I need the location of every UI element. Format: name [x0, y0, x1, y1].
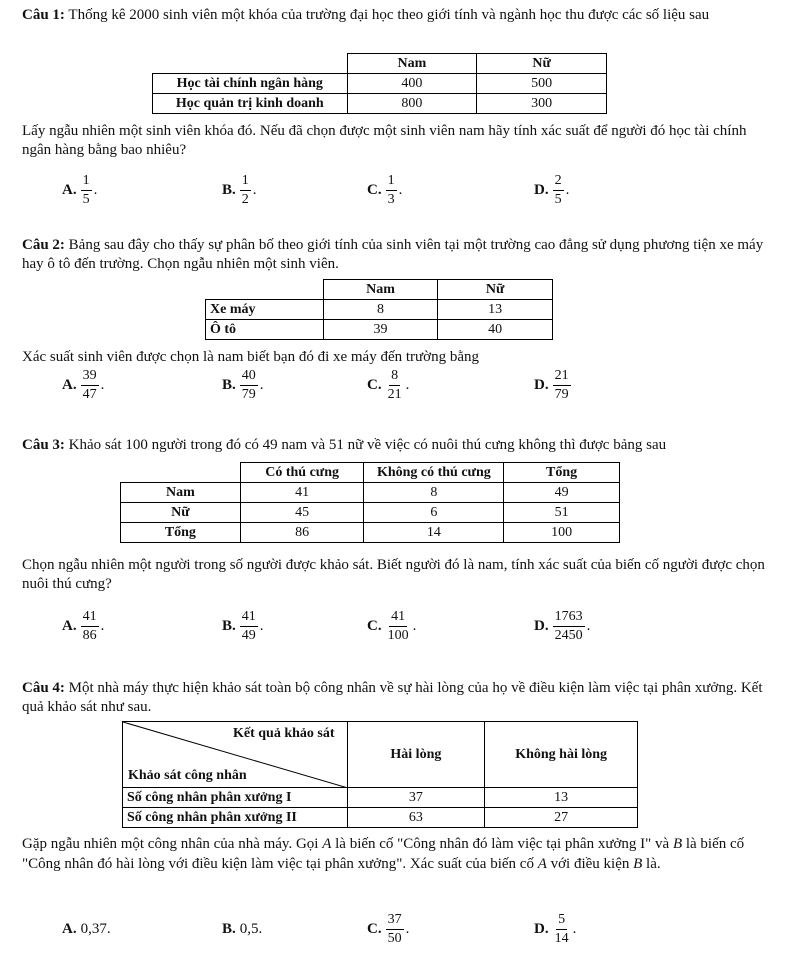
period: .	[100, 376, 105, 393]
q2-text: Bảng sau đây cho thấy sự phân bố theo giới tính của sinh viên tại một trường cao đẳng sử dụng phương tiện xe máy hay ô tô đến trường. Chọn ngẫu nhiên một sinh viên.	[22, 237, 764, 272]
option-value: 0,37.	[80, 920, 111, 937]
q1-option-d[interactable]	[534, 168, 569, 212]
table-row	[153, 74, 607, 94]
q4-option-c[interactable]	[367, 907, 409, 951]
q3-cell: 6	[364, 503, 504, 523]
q4-diagonal-header	[123, 722, 348, 788]
q2-table	[205, 279, 553, 340]
period: .	[93, 181, 98, 198]
q1-question: Lấy ngẫu nhiên một sinh viên khóa đó. Nếu đã chọn được một sinh viên nam hãy tính xác suất để người đó học tài chính ngân hàng bằng bao nhiêu?	[22, 123, 747, 158]
frac-num: 40	[240, 368, 258, 385]
q2-header-nam: Nam	[323, 280, 438, 300]
option-value: 0,5.	[239, 920, 263, 937]
q1-option-a[interactable]	[62, 168, 97, 212]
q3-row1-name: Nam	[121, 483, 241, 503]
q1-row2-nam: 800	[347, 94, 477, 114]
q2-row1-name: Xe máy	[206, 300, 324, 320]
frac-num: 8	[389, 368, 400, 385]
q3-header-khong: Không có thú cưng	[364, 463, 504, 483]
option-letter: C.	[367, 617, 382, 634]
q4-question-part: là.	[642, 856, 661, 873]
q3-cell: 41	[240, 483, 364, 503]
q1-option-c[interactable]	[367, 168, 402, 212]
q4-question-part: là biến cố "Công nhân đó làm việc tại phân xưởng I" và	[331, 836, 673, 852]
frac-num: 2	[553, 173, 564, 190]
fraction	[386, 912, 404, 946]
q3-row2-name: Nữ	[121, 503, 241, 523]
event-a: A	[322, 836, 332, 852]
q4-question	[22, 834, 774, 875]
event-b: B	[633, 856, 643, 873]
frac-den: 47	[82, 386, 97, 402]
frac-num: 21	[553, 368, 571, 385]
frac-den: 14	[554, 930, 569, 946]
q3-option-d[interactable]	[534, 604, 590, 648]
frac-den: 79	[554, 386, 569, 402]
q2-header-nu: Nữ	[438, 280, 553, 300]
option-letter: B.	[222, 920, 236, 937]
option-letter: D.	[534, 376, 549, 393]
fraction	[81, 173, 92, 207]
fraction	[553, 609, 585, 643]
frac-den: 5	[82, 191, 90, 207]
fraction	[386, 368, 404, 402]
frac-num: 1763	[553, 609, 585, 626]
q3-cell: 86	[240, 523, 364, 543]
frac-num: 1	[240, 173, 251, 190]
q1-table	[152, 53, 607, 114]
q3-stem	[22, 436, 774, 455]
frac-den: 79	[241, 386, 256, 402]
event-b: B	[672, 836, 683, 852]
period: .	[100, 617, 105, 634]
fraction	[386, 609, 411, 643]
frac-den: 50	[387, 930, 402, 946]
frac-den: 21	[387, 386, 402, 402]
table-row	[121, 523, 620, 543]
q4-row1-name: Số công nhân phân xưởng I	[123, 788, 348, 808]
frac-den: 86	[82, 627, 97, 643]
q4-corner-top: Kết quả khảo sát	[233, 726, 335, 741]
q3-option-b[interactable]	[222, 604, 264, 648]
q2-option-c[interactable]	[367, 363, 409, 407]
q1-header-nam: Nam	[347, 54, 477, 74]
q4-option-b[interactable]	[222, 907, 262, 951]
q3-cell: 49	[504, 483, 620, 503]
q3-cell: 45	[240, 503, 364, 523]
period: .	[252, 181, 257, 198]
q4-cell: 27	[485, 808, 638, 828]
option-letter: C.	[367, 376, 382, 393]
q1-stem	[22, 6, 774, 25]
frac-num: 41	[81, 609, 99, 626]
table-row	[153, 94, 607, 114]
q4-table	[122, 721, 638, 828]
frac-den: 2	[241, 191, 249, 207]
frac-num: 1	[81, 173, 92, 190]
q4-cell: 13	[485, 788, 638, 808]
q4-option-d[interactable]	[534, 907, 576, 951]
q2-row2-nam: 39	[323, 320, 438, 340]
option-letter: A.	[62, 920, 77, 937]
fraction	[81, 609, 99, 643]
q4-question-part: với điều kiện	[546, 856, 634, 873]
fraction	[240, 368, 258, 402]
q3-table	[120, 462, 620, 543]
frac-num: 41	[389, 609, 407, 626]
table-row	[206, 300, 553, 320]
fraction	[553, 173, 564, 207]
q2-stem	[22, 236, 774, 274]
fraction	[240, 173, 251, 207]
q4-option-a[interactable]	[62, 907, 111, 951]
q3-options	[62, 604, 762, 648]
q2-option-a[interactable]	[62, 363, 104, 407]
option-letter: C.	[367, 181, 382, 198]
q1-text: Thống kê 2000 sinh viên một khóa của trường đại học theo giới tính và ngành học thu được các số liệu sau	[64, 7, 710, 23]
option-letter: D.	[534, 617, 549, 634]
q4-stem	[22, 679, 774, 717]
q4-cell: 63	[347, 808, 485, 828]
q4-question-part: Gặp ngẫu nhiên một công nhân của nhà máy. Gọi	[22, 836, 323, 852]
q3-header-co: Có thú cưng	[240, 463, 364, 483]
fraction	[386, 173, 397, 207]
frac-den: 2450	[554, 627, 583, 643]
q3-option-a[interactable]	[62, 604, 104, 648]
period: .	[405, 920, 410, 937]
q3-cell: 8	[364, 483, 504, 503]
option-letter: B.	[222, 181, 236, 198]
table-row	[121, 503, 620, 523]
q4-corner-bottom: Khảo sát công nhân	[128, 767, 247, 783]
q1-corner	[153, 54, 348, 74]
q2-row2-nu: 40	[438, 320, 553, 340]
q1-header-nu: Nữ	[477, 54, 607, 74]
q3-option-c[interactable]	[367, 604, 416, 648]
frac-num: 37	[386, 912, 404, 929]
q3-text: Khảo sát 100 người trong đó có 49 nam và 51 nữ về việc có nuôi thú cưng không thì được bảng sau	[64, 437, 667, 453]
q3-cell: 14	[364, 523, 504, 543]
period: .	[405, 376, 410, 393]
fraction	[553, 912, 571, 946]
q3-row3-name: Tổng	[121, 523, 241, 543]
q4-question-part: là biến cố "Công nhân đó hài lòng với điều kiện làm việc tại phân xưởng". Xác suất của biến cố	[22, 836, 745, 873]
q1-row1-nam: 400	[347, 74, 477, 94]
frac-den: 5	[554, 191, 562, 207]
period: .	[586, 617, 591, 634]
q1-options	[62, 168, 762, 212]
fraction	[240, 609, 258, 643]
frac-num: 39	[81, 368, 99, 385]
event-a: A	[537, 856, 547, 873]
q2-label: Câu 2:	[22, 237, 65, 253]
q4-label: Câu 4:	[22, 680, 65, 696]
q3-cell: 100	[504, 523, 620, 543]
frac-den: 100	[387, 627, 409, 643]
frac-num: 1	[386, 173, 397, 190]
frac-num: 5	[556, 912, 567, 929]
table-row	[123, 788, 638, 808]
frac-den: 49	[241, 627, 256, 643]
q3-question: Chọn ngẫu nhiên một người trong số người được khảo sát. Biết người đó là nam, tính xác suất của biến cố người được chọn nuôi thú cưng?	[22, 557, 765, 592]
option-letter: A.	[62, 617, 77, 634]
q1-row1-name: Học tài chính ngân hàng	[153, 74, 348, 94]
option-letter: B.	[222, 617, 236, 634]
q4-options	[62, 907, 762, 951]
period: .	[565, 181, 570, 198]
q2-option-d[interactable]	[534, 363, 571, 407]
q3-corner	[121, 463, 241, 483]
option-letter: C.	[367, 920, 382, 937]
q2-options	[62, 363, 762, 407]
q3-cell: 51	[504, 503, 620, 523]
frac-num: 41	[240, 609, 258, 626]
option-letter: D.	[534, 181, 549, 198]
q4-header-khonghailong: Không hài lòng	[485, 722, 638, 788]
option-letter: D.	[534, 920, 549, 937]
q1-label: Câu 1:	[22, 7, 65, 23]
q2-option-b[interactable]	[222, 363, 264, 407]
q1-row2-name: Học quản trị kinh doanh	[153, 94, 348, 114]
q1-row2-nu: 300	[477, 94, 607, 114]
period: .	[572, 920, 577, 937]
period: .	[259, 617, 264, 634]
option-letter: A.	[62, 376, 77, 393]
table-row	[121, 483, 620, 503]
q3-header-tong: Tổng	[504, 463, 620, 483]
table-row	[206, 320, 553, 340]
q2-question: Xác suất sinh viên được chọn là nam biết bạn đó đi xe máy đến trường bằng	[22, 349, 480, 365]
q1-option-b[interactable]	[222, 168, 257, 212]
fraction	[81, 368, 99, 402]
period: .	[412, 617, 417, 634]
q2-corner	[206, 280, 324, 300]
q4-cell: 37	[347, 788, 485, 808]
q4-row2-name: Số công nhân phân xưởng II	[123, 808, 348, 828]
period: .	[259, 376, 264, 393]
q1-row1-nu: 500	[477, 74, 607, 94]
q3-label: Câu 3:	[22, 437, 65, 453]
q4-header-hailong: Hài lòng	[347, 722, 485, 788]
q4-text: Một nhà máy thực hiện khảo sát toàn bộ công nhân về sự hài lòng của họ về điều kiện làm việc tại phân xưởng. Kết quả khảo sát như sau.	[22, 680, 763, 715]
q2-row1-nam: 8	[323, 300, 438, 320]
period: .	[398, 181, 403, 198]
frac-den: 3	[387, 191, 395, 207]
q2-row1-nu: 13	[438, 300, 553, 320]
fraction	[553, 368, 571, 402]
option-letter: A.	[62, 181, 77, 198]
q2-row2-name: Ô tô	[206, 320, 324, 340]
option-letter: B.	[222, 376, 236, 393]
table-row	[123, 808, 638, 828]
